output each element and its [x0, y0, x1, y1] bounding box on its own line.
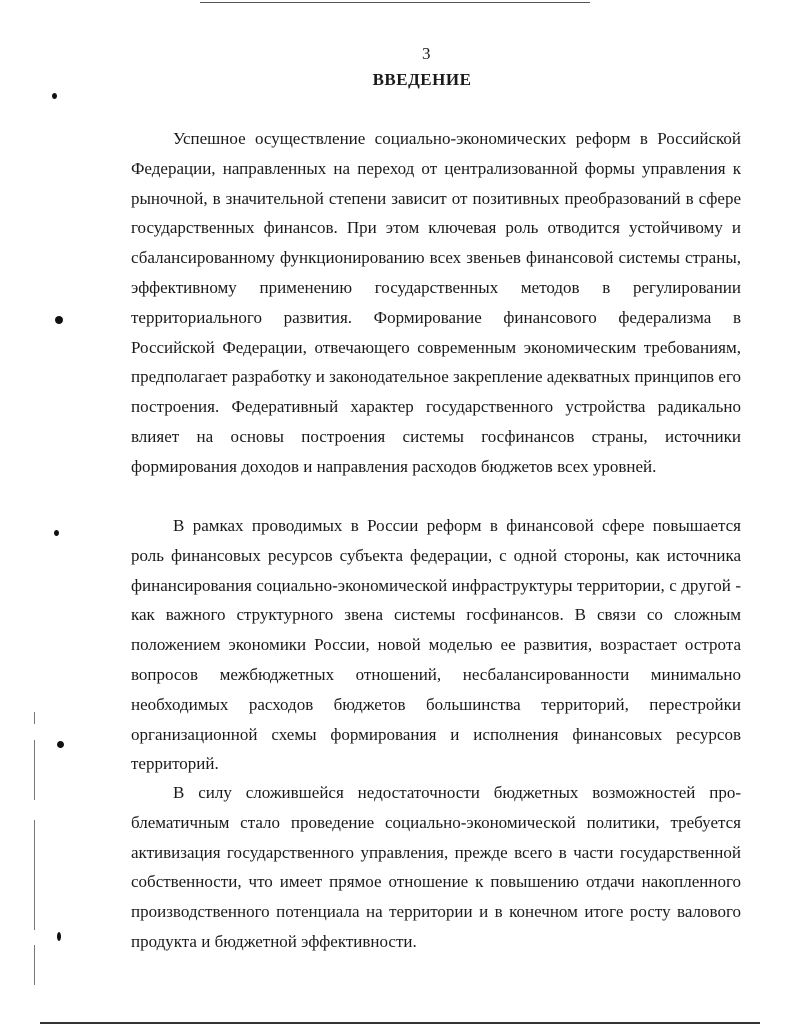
margin-tick	[34, 945, 35, 985]
paragraph-1: Успешное осуществление социально-экономических реформ в Российской Федерации, направленных на переход от централизованной формы управления к рыночной, в значительной степени зависит от позитивных преобразований в сфере государственных финансов. При этом ключевая роль отводится устойчивому и сбалансированному функционированию всех звеньев финансовой системы страны, эффективному применению государственных методов в регулировании территориального развития. Формирование финансового федерализма в Российской Федерации, отвечающего современным экономическим требованиям, предполагает разработку и законодательное закрепление адекватных принципов его построения. Федеративный характер государственного устройства радикально влияет на основы построения системы госфинансов страны, источники формирования доходов и направления расходов бюджетов всех уровней.	[131, 129, 741, 476]
margin-speck	[54, 530, 59, 536]
margin-tick	[34, 740, 35, 800]
margin-speck	[57, 741, 64, 748]
scan-edge-bottom	[40, 1022, 760, 1024]
page-number: 3	[422, 44, 431, 63]
scan-edge-top	[200, 2, 590, 3]
margin-speck	[55, 316, 63, 324]
margin-tick	[34, 820, 35, 930]
margin-speck	[57, 932, 61, 941]
paragraph-2: В рамках проводимых в России реформ в финансовой сфере повышается роль финансовых ресурсов субъекта федерации, с одной стороны, как источника финансирования социально-экономической инфраструктуры территории, с другой - как важного структурного звена системы госфинансов. В связи со сложным положением экономики России, новой моделью ее развития, возрастает острота вопросов межбюджетных отношений, несбалансированности минимально необходимых расходов бюджетов большинства территорий, перестройки организационной схемы формирования и исполнения финансовых ресурсов территорий.	[131, 516, 741, 774]
page-title: ВВЕДЕНИЕ	[372, 70, 472, 89]
margin-tick	[34, 712, 35, 724]
paragraph-3: В силу сложившейся недостаточности бюджетных возможностей проблематичным стало проведение социально-экономической политики, требуется активизация государственного управления, прежде всего в части государственной собственности, что имеет прямое отношение к повышению отдачи накопленного производственного потенциала на территории и в конечном итоге росту валового продукта и бюджетной эффективности.	[131, 783, 741, 951]
margin-speck	[52, 93, 57, 99]
